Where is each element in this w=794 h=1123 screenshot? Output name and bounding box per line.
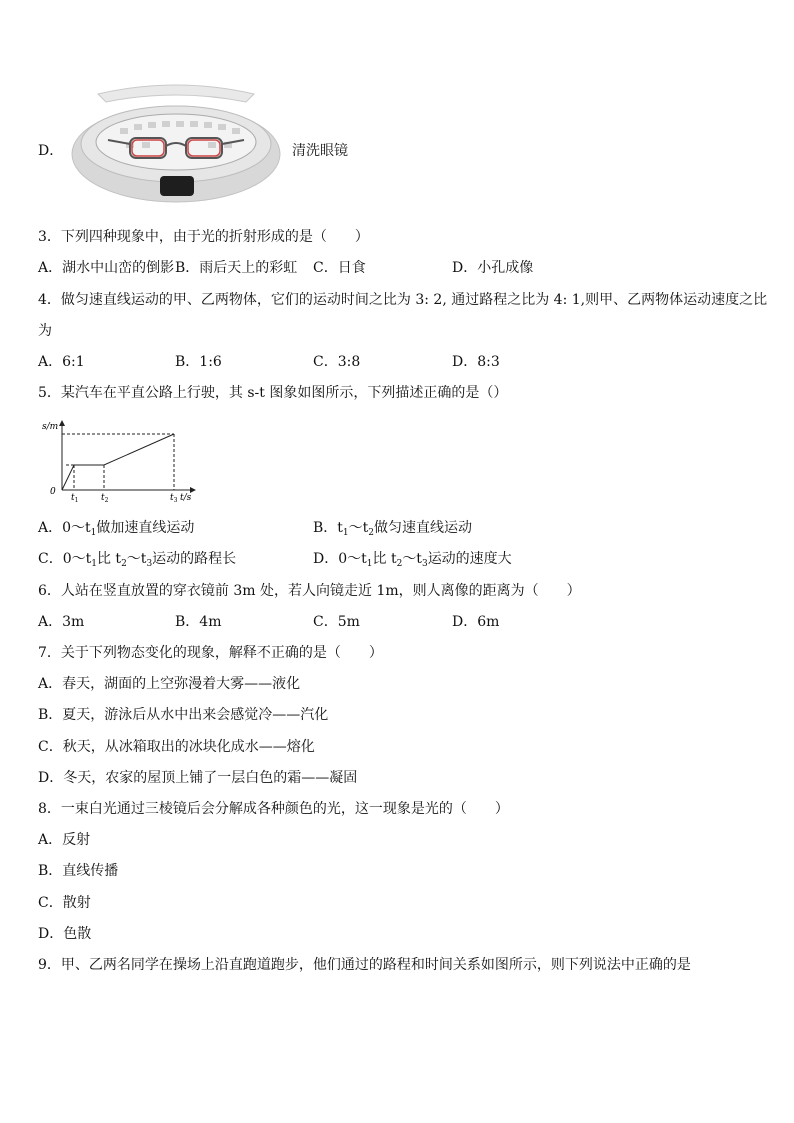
q4-option-c: C．3:8 [313,354,361,370]
q5-option-d: D．$0\sim t_1$比 $t_2\sim t_3$运动的速度大 [313,551,512,569]
q7-option-d: D．冬天，农家的屋顶上铺了一层白色的霜——凝固 [38,770,358,786]
q5-option-c: C．$0\sim t_1$比 $t_2\sim t_3$运动的路程长 [38,551,237,569]
q3-option-c: C．日食 [313,260,366,276]
y-axis-label: s/m [42,422,59,432]
q3-option-d: D．小孔成像 [452,260,534,276]
q4-option-b: B．1:6 [175,354,222,370]
q4-option-a: A．6:1 [38,354,85,370]
q2-option-d-letter: D． [38,143,64,159]
q4-option-d: D．8:3 [452,354,500,370]
q5-option-a: A．$0\sim t_1$做加速直线运动 [38,520,195,538]
q7-option-b: B．夏天，游泳后从水中出来会感觉冷——汽化 [38,707,329,723]
ultrasonic-cleaner-image [68,84,284,204]
q7-option-c: C．秋天，从冰箱取出的冰块化成水——熔化 [38,739,315,755]
q7-option-a: A．春天，湖面的上空弥漫着大雾——液化 [38,676,301,692]
q6-option-d: D．6m [452,614,500,630]
s-t-curve [62,434,174,490]
q8-stem: 8．一束白光通过三棱镜后会分解成各种颜色的光，这一现象是光的（ ） [38,801,509,817]
q5-stem: 5．某汽车在平直公路上行驶，其 s-t 图象如图所示，下列描述正确的是（） [38,385,508,401]
q4-stem-line2: 为 [38,323,52,339]
q4-stem-line1: 4．做匀速直线运动的甲、乙两物体，它们的运动时间之比为 3: 2, 通过路程之比为 4: 1,则甲、乙两物体运动速度之比 [38,292,768,308]
q5-option-b: B．$t_1\sim t_2$做匀速直线运动 [313,520,473,538]
q8-option-d: D．色散 [38,926,92,942]
q7-stem: 7．关于下列物态变化的现象，解释不正确的是（ ） [38,645,383,661]
q2-option-d-caption: 清洗眼镜 [292,143,348,159]
t2-label: $t_2$ [101,493,109,502]
q3-option-a: A．湖水中山峦的倒影 [38,260,175,276]
y-axis-arrow [59,420,65,426]
q8-option-c: C．散射 [38,895,91,911]
q6-option-c: C．5m [313,614,360,630]
q9-stem: 9．甲、乙两名同学在操场上沿直跑道跑步，他们通过的路程和时间关系如图所示，则下列说法中正确的是 [38,957,691,973]
q8-option-a: A．反射 [38,832,91,848]
origin-label: 0 [50,487,56,497]
q3-option-b: B．雨后天上的彩虹 [175,260,298,276]
x-axis-label: t/s [180,493,192,502]
q8-option-b: B．直线传播 [38,863,119,879]
q5-s-t-graph [40,418,200,502]
q6-option-b: B．4m [175,614,222,630]
t1-label: $t_1$ [71,493,79,502]
q3-stem: 3．下列四种现象中，由于光的折射形成的是（ ） [38,229,369,245]
q6-stem: 6．人站在竖直放置的穿衣镜前 3m 处，若人向镜走近 1m，则人离像的距离为（ ） [38,583,581,599]
t3-label: $t_3$ [170,493,178,502]
q6-option-a: A．3m [38,614,85,630]
